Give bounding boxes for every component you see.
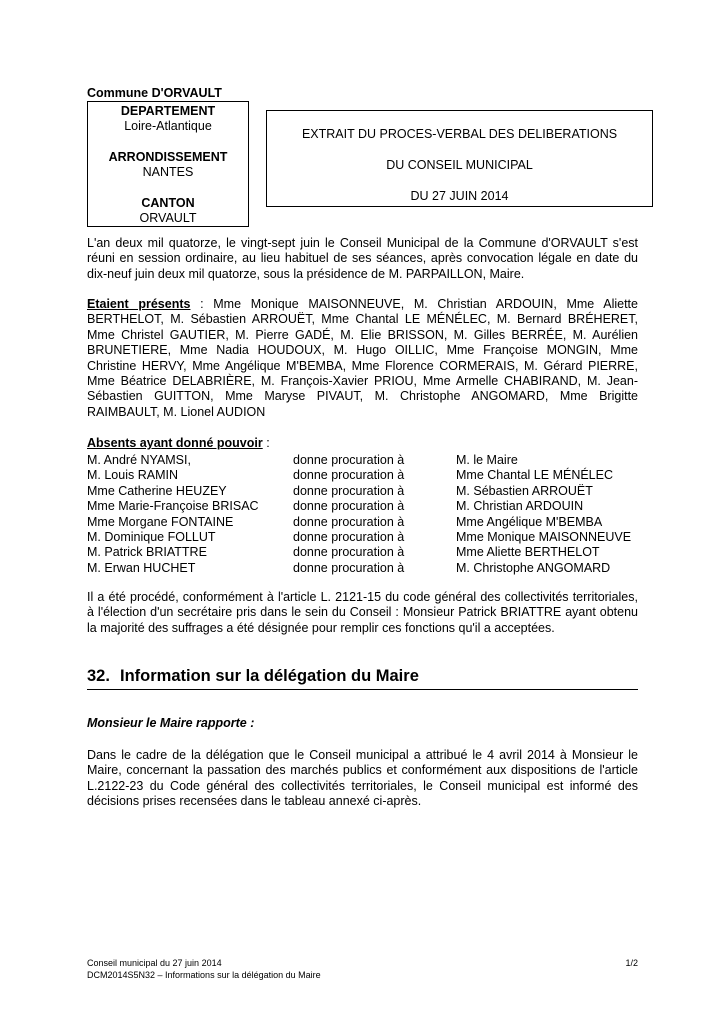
absent-name: M. André NYAMSI, (87, 453, 191, 467)
procuration-to: M. Christophe ANGOMARD (456, 560, 611, 575)
secretaire-paragraph: Il a été procédé, conformément à l'article L. 2121-15 du code général des collectivités territoriales, à l'élection d'un secrétaire pris dans le sein du Conseil : Monsieur Patrick BRIATTRE ayant obtenu la majorité des suffrages a été désignée pour remplir ces fonctions qu'il a acceptées. (87, 590, 638, 635)
section-number: 32. (87, 667, 110, 685)
absent-name: M. Louis RAMIN (87, 468, 178, 483)
procuration-text: donne procuration à (293, 514, 405, 529)
absent-name: Mme Catherine HEUZEY (87, 483, 227, 498)
absent-row (87, 515, 657, 530)
absent-row (87, 499, 657, 514)
body-paragraph: Dans le cadre de la délégation que le Conseil municipal a attribué le 4 avril 2014 à Monsieur le Maire, concernant la passation des marchés publics et conformément aux dispositions de l'article L.2122-23 du Code général des collectivités territoriales, le Conseil municipal est informé des décisions prises recensées dans le tableau annexé ci-après. (87, 748, 638, 809)
absents-suffix: : (262, 436, 270, 450)
arrondissement-value: NANTES (142, 165, 194, 179)
footer-line-2: DCM2014S5N32 – Informations sur la délégation du Maire (87, 970, 321, 980)
section-title: Information sur la délégation du Maire (120, 667, 419, 685)
footer-date: Conseil municipal du 27 juin 2014 (87, 958, 222, 968)
extrait-line-1: EXTRAIT DU PROCES-VERBAL DES DELIBERATIONS (301, 127, 618, 141)
commune-title: Commune D'ORVAULT (87, 86, 222, 100)
absent-name: Mme Morgane FONTAINE (87, 514, 234, 529)
procuration-text: donne procuration à (293, 530, 405, 544)
procuration-text: donne procuration à (293, 453, 405, 467)
procuration-text: donne procuration à (293, 545, 405, 560)
procuration-text: donne procuration à (293, 560, 405, 575)
absent-row (87, 545, 657, 560)
presents-paragraph (87, 297, 638, 420)
absent-row (87, 468, 657, 483)
footer-line-1 (87, 958, 638, 968)
arrondissement-block (88, 150, 248, 180)
procuration-to: M. Christian ARDOUIN (456, 499, 584, 514)
page-number: 1/2 (625, 958, 638, 968)
absent-row (87, 484, 657, 499)
procuration-to: M. Sébastien ARROUËT (456, 483, 593, 498)
canton-label: CANTON (141, 196, 195, 210)
absents-heading (87, 436, 270, 450)
absent-name: M. Dominique FOLLUT (87, 530, 216, 544)
presents-list: : Mme Monique MAISONNEUVE, M. Christian ARDOUIN, Mme Aliette BERTHELOT, M. Sébastien ARROUËT, Mme Chantal LE MÉNÉLEC, M. Bernard BRÉHERET, Mme Christel GAUTIER, M. Pierre GADÉ, M. Elie BRISSON, M. Gilles BERRÉE, M. Aurélien BRUNETIERE, Mme Nadia HOUDOUX, M. Hugo OILLIC, Mme Françoise MONGIN, Mme Christine HERVY, Mme Angélique M'BEMBA, Mme Florence CORMERAIS, M. Gérard PIERRE, Mme Béatrice DELABRIÈRE, M. François-Xavier PRIOU, Mme Armelle CHABIRAND, M. Jean-Sébastien GUITTON, Mme Maryse PIVAUT, M. Christophe ANGOMARD, Mme Brigitte RAIMBAULT, M. Lionel AUDION (87, 297, 638, 419)
canton-block (88, 196, 248, 226)
departement-block (88, 104, 248, 134)
absent-name: Mme Marie-Françoise BRISAC (87, 499, 259, 514)
absent-row (87, 453, 657, 468)
procuration-text: donne procuration à (293, 499, 405, 514)
departement-label: DEPARTEMENT (120, 104, 216, 118)
section-heading (87, 667, 638, 690)
absent-name: M. Patrick BRIATTRE (87, 545, 207, 560)
extrait-line-2: DU CONSEIL MUNICIPAL (386, 158, 533, 172)
arrondissement-label: ARRONDISSEMENT (108, 150, 228, 164)
procuration-to: M. le Maire (456, 453, 518, 467)
procuration-to: Mme Aliette BERTHELOT (456, 545, 600, 560)
departement-value: Loire-Atlantique (124, 119, 212, 133)
canton-value: ORVAULT (139, 211, 197, 225)
intro-paragraph: L'an deux mil quatorze, le vingt-sept juin le Conseil Municipal de la Commune d'ORVAULT s'est réuni en session ordinaire, au lieu habituel de ses séances, après convocation légale en date du dix-neuf juin deux mil quatorze, sous la présidence de M. PARPAILLON, Maire. (87, 236, 638, 281)
absent-name: M. Erwan HUCHET (87, 560, 196, 575)
procuration-to: Mme Monique MAISONNEUVE (456, 530, 632, 544)
admin-info-box (87, 101, 249, 227)
procuration-text: donne procuration à (293, 483, 405, 498)
absents-label: Absents ayant donné pouvoir (87, 436, 263, 450)
extrait-line-3: DU 27 JUIN 2014 (410, 189, 509, 203)
rapporte-heading: Monsieur le Maire rapporte : (87, 716, 255, 730)
presents-label: Etaient présents (87, 297, 191, 311)
extrait-box (266, 110, 653, 207)
absent-row (87, 530, 657, 545)
absent-row (87, 561, 657, 576)
procuration-text: donne procuration à (293, 468, 405, 483)
procuration-to: Mme Chantal LE MÉNÉLEC (456, 468, 614, 483)
procuration-to: Mme Angélique M'BEMBA (456, 514, 603, 529)
